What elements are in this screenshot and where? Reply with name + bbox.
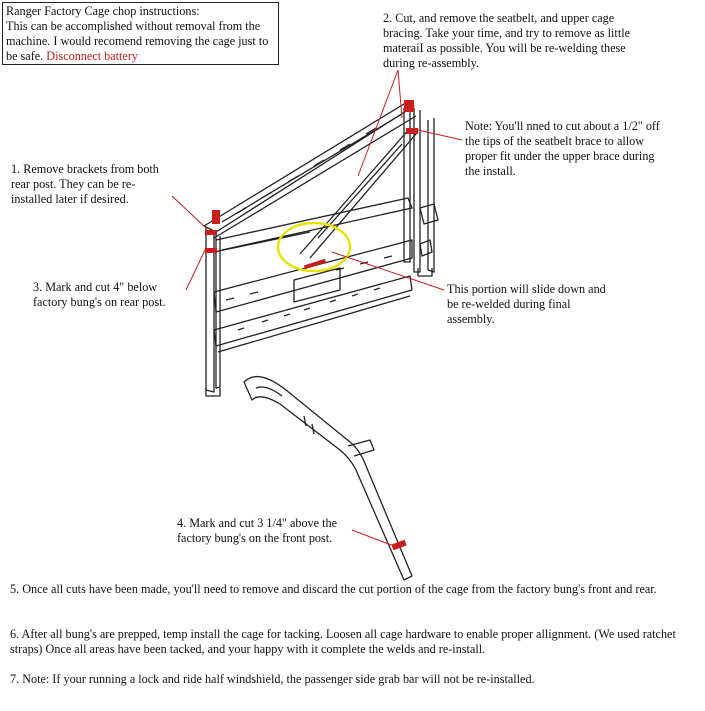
- cut-mark-top-left: [212, 210, 220, 224]
- step7-text: 7. Note: If your running a lock and ride half windshield, the passenger side grab bar will not be re-installed.: [10, 672, 535, 686]
- callout-step2: 2. Cut, and remove the seatbelt, and upper cage bracing. Take your time, and try to remove as little materaiI as possible. You will be re-welding these during re-assembly.: [383, 11, 630, 70]
- callout-step4: 4. Mark and cut 3 1/4" above the factory bung's on the front post.: [177, 516, 337, 545]
- step5-text: 5. Once all cuts have been made, you'll need to remove and discard the cut portion of the cage from the factory bung's front and rear.: [10, 582, 657, 596]
- disconnect-battery-warning: Disconnect battery: [46, 49, 138, 63]
- cut-mark-top-right: [404, 100, 414, 112]
- callout-step3: 3. Mark and cut 4" below factory bung's on rear post.: [33, 280, 166, 309]
- leader-step2b: [398, 70, 402, 118]
- leader-note: [418, 130, 462, 140]
- callout-step1: 1. Remove brackets from both rear post. They can be re- installed later if desired.: [11, 162, 159, 206]
- header-title: Ranger Factory Cage chop instructions:: [6, 4, 200, 18]
- front-post: [244, 377, 412, 580]
- leader-slide: [332, 252, 444, 290]
- cut-mark-rear-left: [205, 230, 217, 235]
- cut-mark-front-post: [391, 540, 406, 550]
- middle-panel: [214, 240, 412, 312]
- top-rail: [204, 104, 414, 232]
- header-intro: This can be accomplished without removal from the machine. I would recomend removing the cage just to be safe.: [6, 19, 269, 63]
- cut-mark-rear-left-low: [205, 248, 217, 253]
- cut-mark-seatbelt: [406, 128, 418, 134]
- leader-step2a: [358, 70, 398, 176]
- callout-slide: This portion will slide down and be re-welded during final assembly.: [447, 282, 606, 326]
- callout-note: Note: You'll nned to cut about a 1/2" off the tips of the seatbelt brace to allow proper fit under the upper brace during the install.: [465, 119, 660, 178]
- lower-panel: [214, 276, 412, 346]
- right-bracket: [420, 204, 438, 224]
- step6-text: 6. After all bung's are prepped, temp install the cage for tacking. Loosen all cage hardware to enable proper allignment. (We used ratchet straps) Once all areas have been tacked, and your happy with it complete the welds and re-install.: [10, 627, 676, 656]
